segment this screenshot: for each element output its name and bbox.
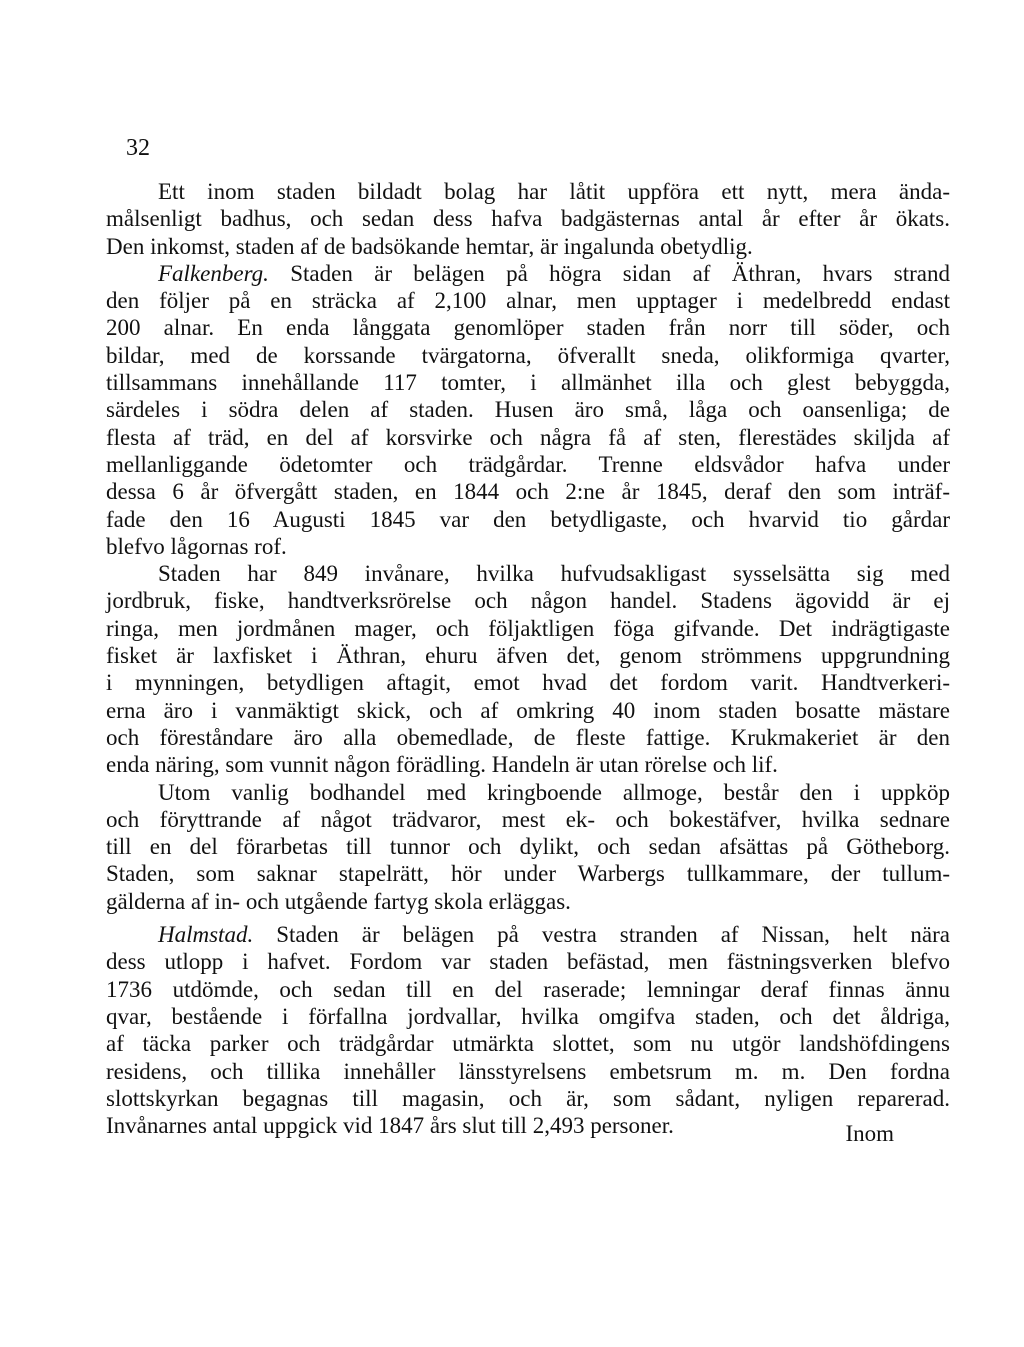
text-line: särdeles i södra delen af staden. Husen äro små, låga och oansenliga; de bbox=[106, 397, 950, 423]
text-line: ringa, men jordmånen mager, och följaktligen föga gifvande. Det indrägtigaste bbox=[106, 615, 950, 641]
paragraph-badhus bbox=[106, 178, 950, 260]
text-line: i mynningen, betydligen aftagit, emot hvad det fordom varit. Handtverkeri- bbox=[106, 670, 950, 696]
text-line: och föryttrande af något trädvaror, mest ek- och bokestäfver, hvilka sednare bbox=[106, 806, 950, 832]
text-line: Den inkomst, staden af de badsökande hemtar, är ingalunda obetydlig. bbox=[106, 233, 753, 259]
text-line: blefvo lågornas rof. bbox=[106, 533, 287, 559]
catchword: Inom bbox=[845, 1121, 894, 1146]
text-line: 1736 utdömde, och sedan till en del raserade; lemningar deraf finnas ännu bbox=[106, 976, 950, 1002]
text-line bbox=[106, 260, 950, 287]
text-line: bildar, med de korssande tvärgatorna, öfverallt sneda, olikformiga qvarter, bbox=[106, 342, 950, 368]
text-line: residens, och tillika innehåller länsstyrelsens embetsrum m. m. Den fordna bbox=[106, 1058, 950, 1084]
paragraph-invanare bbox=[106, 560, 950, 778]
text-line: till en del förarbetas till tunnor och dylikt, och sedan afsättas på Götheborg. bbox=[106, 834, 950, 860]
paragraph-halmstad bbox=[106, 921, 950, 1139]
text-line: Ett inom staden bildadt bolag har låtit uppföra ett nytt, mera ända- bbox=[158, 179, 950, 204]
place-heading-falkenberg: Falkenberg. bbox=[158, 260, 269, 286]
text-line-rest: Staden är belägen på högra sidan af Äthran, hvars strand bbox=[268, 260, 950, 286]
text-line: fade den 16 Augusti 1845 var den betydligaste, och hvarvid tio gårdar bbox=[106, 506, 950, 532]
text-line: fisket är laxfisket i Äthran, ehuru äfven det, genom strömmens uppgrundning bbox=[106, 643, 950, 669]
text-line: Utom vanlig bodhandel med kringboende allmoge, består den i uppköp bbox=[158, 779, 950, 805]
text-line: gälderna af in- och utgående fartyg skola erläggas. bbox=[106, 888, 571, 914]
text-line: slottskyrkan begagnas till magasin, och är, som sådant, nyligen reparerad. bbox=[106, 1085, 950, 1111]
text-line: erna äro i vanmäktigt skick, och af omkring 40 inom staden bosatte mästare bbox=[106, 697, 950, 723]
text-line: enda näring, som vunnit någon förädling. Handeln är utan rörelse och lif. bbox=[106, 752, 778, 778]
place-heading-halmstad: Halmstad. bbox=[158, 922, 254, 948]
text-line-rest: Staden är belägen på vestra stranden af Nissan, helt nära bbox=[253, 922, 950, 948]
text-line: qvar, bestående i förfallna jordvallar, hvilka omgifva staden, och det åldriga, bbox=[106, 1003, 950, 1029]
text-line: och föreståndare äro alla obemedlade, de fleste fattige. Krukmakeriet är den bbox=[106, 724, 950, 750]
text-line bbox=[106, 921, 950, 948]
text-line: dessa 6 år öfvergått staden, en 1844 och 2:ne år 1845, deraf den som inträf- bbox=[106, 479, 950, 505]
text-line: mellanliggande ödetomter och trädgårdar. Trenne eldsvådor hafva under bbox=[106, 451, 950, 477]
text-line: Staden har 849 invånare, hvilka hufvudsakligast sysselsätta sig med bbox=[158, 561, 950, 587]
text-line: tillsammans innehållande 117 tomter, i allmänhet illa och glest bebyggda, bbox=[106, 370, 950, 396]
paragraph-handel bbox=[106, 779, 950, 915]
body-text bbox=[106, 178, 950, 1139]
text-line: 200 alnar. En enda långgata genomlöper staden från norr till söder, och bbox=[106, 315, 950, 341]
text-line: flesta af träd, en del af korsvirke och några få af sten, flerestädes skiljda af bbox=[106, 424, 950, 450]
text-line: dess utlopp i hafvet. Fordom var staden befästad, men fästningsverken blefvo bbox=[106, 949, 950, 975]
text-line: Staden, som saknar stapelrätt, hör under Warbergs tullkammare, der tullum- bbox=[106, 861, 950, 887]
paragraph-falkenberg bbox=[106, 260, 950, 560]
page-number: 32 bbox=[126, 135, 150, 161]
text-line: Invånarnes antal uppgick vid 1847 års slut till 2,493 personer. bbox=[106, 1113, 674, 1139]
text-line: den följer på en sträcka af 2,100 alnar, men upptager i medelbredd endast bbox=[106, 288, 950, 314]
text-line: jordbruk, fiske, handtverksrörelse och någon handel. Stadens ägovidd är ej bbox=[106, 588, 950, 614]
text-line: målsenligt badhus, och sedan dess hafva badgästernas antal år efter år ökats. bbox=[106, 206, 950, 232]
text-line: af täcka parker och trädgårdar utmärkta slottet, som nu utgör landshöfdingens bbox=[106, 1031, 950, 1057]
